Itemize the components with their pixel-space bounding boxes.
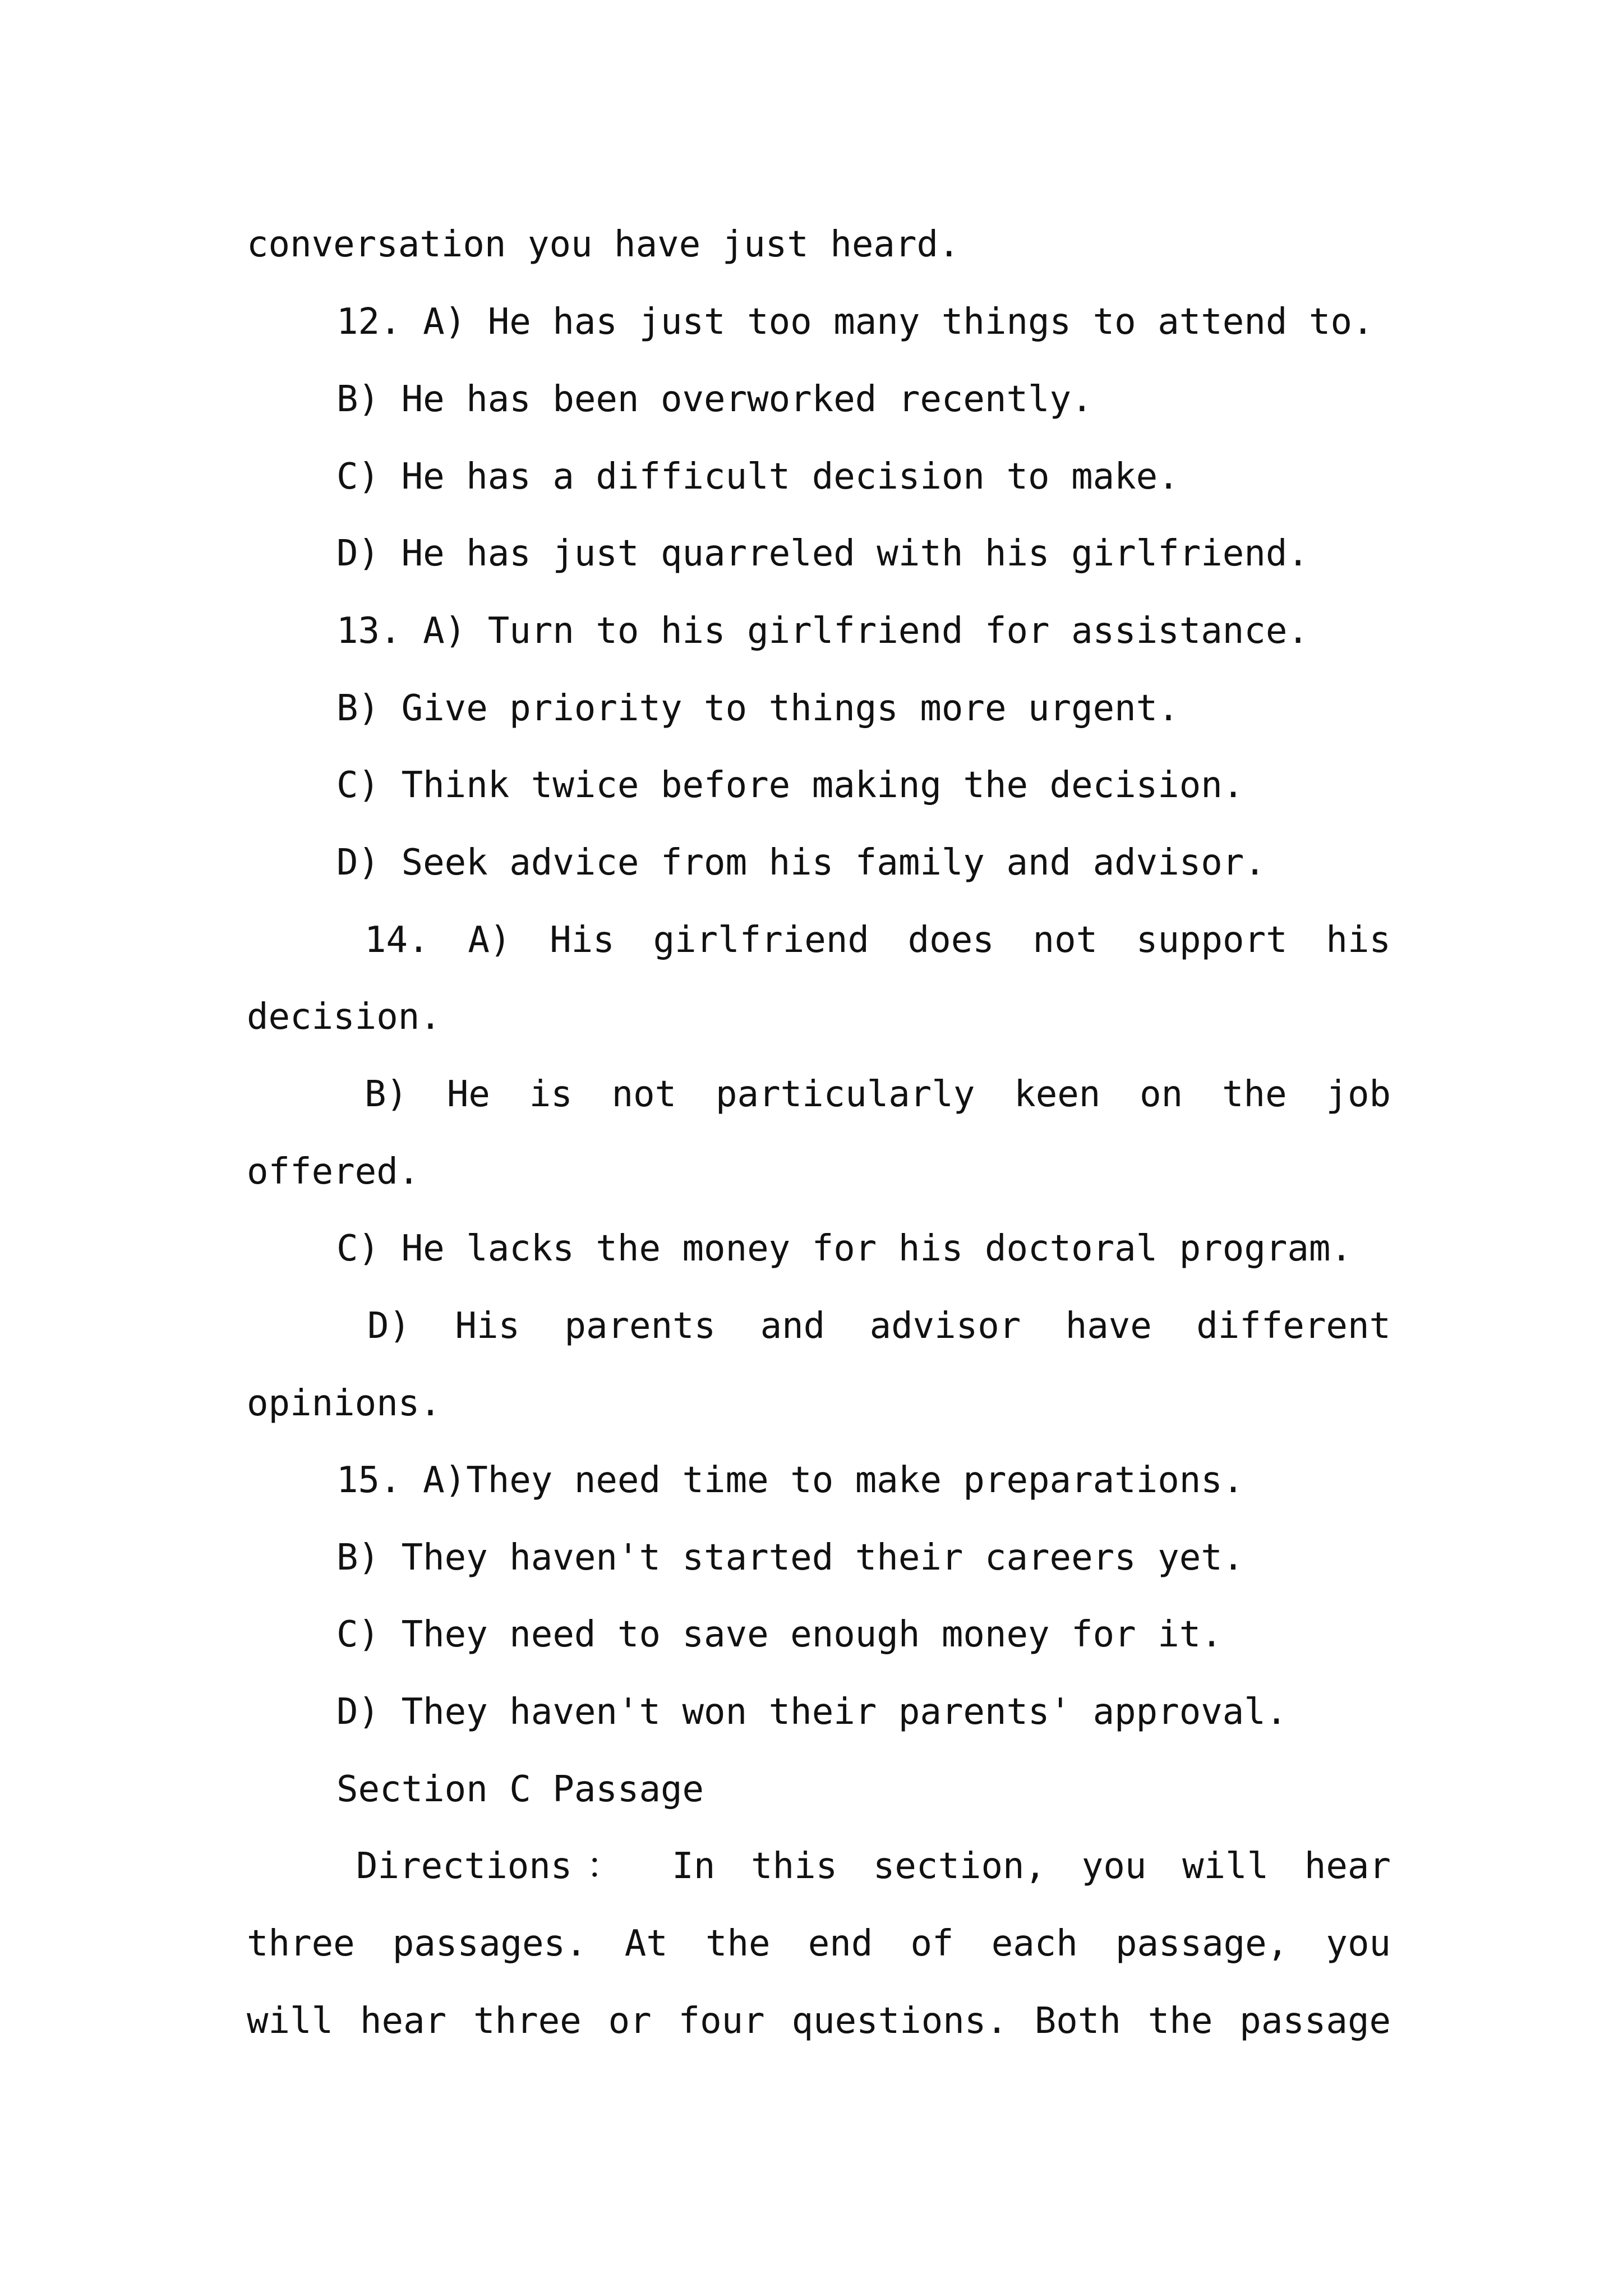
- q15-option-c: C) They need to save enough money for it.: [336, 1614, 1223, 1655]
- q13-option-b: B) Give priority to things more urgent.: [336, 688, 1179, 729]
- directions-line2: three passages. At the end of each passage, you: [247, 1923, 1391, 1964]
- q14-option-d-line2: opinions.: [247, 1383, 441, 1424]
- intro-tail-text: conversation you have just heard.: [247, 224, 960, 265]
- q14-option-a-line2: decision.: [247, 996, 441, 1038]
- q12-option-d: D) He has just quarreled with his girlfriend.: [336, 533, 1309, 574]
- q14-option-d-line1: D) His parents and advisor have different: [367, 1305, 1391, 1347]
- section-heading: Section C Passage: [336, 1769, 704, 1810]
- q15-option-a: 15. A)They need time to make preparations.: [336, 1460, 1244, 1501]
- q12-option-a: 12. A) He has just too many things to attend to.: [336, 301, 1374, 343]
- directions-line1: Directions： In this section, you will hear: [356, 1846, 1391, 1887]
- q14-option-b-line2: offered.: [247, 1151, 420, 1193]
- q13-option-a: 13. A) Turn to his girlfriend for assistance.: [336, 610, 1309, 652]
- directions-line3: will hear three or four questions. Both the passage: [247, 2000, 1391, 2042]
- q13-option-d: D) Seek advice from his family and advisor.: [336, 842, 1266, 884]
- q14-option-b-line1: B) He is not particularly keen on the job: [365, 1074, 1391, 1115]
- q14-option-c: C) He lacks the money for his doctoral program.: [336, 1228, 1352, 1269]
- q13-option-c: C) Think twice before making the decision.: [336, 765, 1244, 806]
- q15-option-d: D) They haven't won their parents' approval.: [336, 1691, 1288, 1733]
- q15-option-b: B) They haven't started their careers yet.: [336, 1537, 1244, 1579]
- q12-option-c: C) He has a difficult decision to make.: [336, 456, 1179, 498]
- q14-option-a-line1: 14. A) His girlfriend does not support his: [365, 919, 1391, 961]
- q12-option-b: B) He has been overworked recently.: [336, 379, 1093, 420]
